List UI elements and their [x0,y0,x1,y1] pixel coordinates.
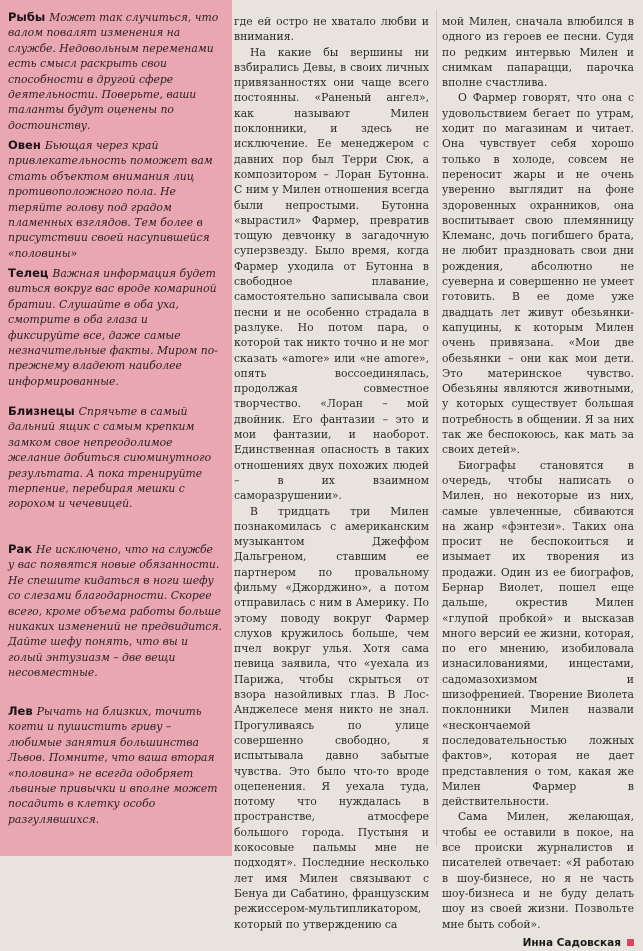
paragraph: В тридцать три Милен познакомилась с американским музыкантом Джеффом Дальгреном, ставшим ее партнером по провальному фильму «Джорджино», а потом отправилась с ним в Америку. По этому поводу вокруг Фармер слухов кружилось больше, чем пчел вокруг улья. Хотя сама певица заявила, что «уехала из Парижа, чтобы скрыться от взора назойливых глаз. В Лос-Анджелесе меня никто не знал. Прогуливаясь по улице совершенно свободно, я испытывала давно забытые чувства. Это было что-то вроде оцепенения. Я уехала туда, потому что нуждалась в пространстве, атмосфере большого города. Пустыня и кокосовые пальмы мне не подходят». Последние несколько лет имя Милен связывают с Бенуа ди Сабатино, французским режиссером-мультипликатором, который по утверждению са [234,504,429,931]
paragraph: мой Милен, сначала влюбился в одного из героев ее песни. Судя по редким интервью Милен и снимкам папарацци, парочка вполне счастлива. [442,15,634,90]
horoscope-gemini [8,404,222,512]
article-column-right [442,14,634,951]
horoscope-text: Рычать на близких, точить когти и пушистить гриву – любимые занятия большинства Львов. Помните, что ваша вторая «половина» не всегда одобряет львиные привычки и вполне может посадить в клетку особо разгулявшихся. [8,705,218,826]
horoscope-pisces [8,10,222,133]
horoscope-text: Может так случиться, что валом повалят изменения на службе. Недовольным переменами есть смысл раскрыть свои способности в другой сфере деятельности. Поверьте, ваши таланты будут оценены по достоинству. [8,11,219,132]
horoscope-taurus [8,266,222,389]
horoscope-text: Важная информация будет виться вокруг вас вроде комариной братии. Слушайте в оба уха, смотрите в оба глаза и фиксируйте все, даже самые незначительные факты. Миром по-прежнему владеют наиболее информированные. [8,267,218,388]
sign-name: Лев [8,704,33,718]
horoscope-aries [8,138,222,261]
author-name: Инна Садовская [522,936,621,949]
sign-name: Овен [8,138,41,152]
horoscope-leo [8,704,222,827]
paragraph: Сама Милен, желающая, чтобы ее оставили в покое, на все происки журналистов и писателей отвечает: «Я работаю в шоу-бизнесе, но я не часть шоу-бизнеса и не буду делать шоу из своей жизни. Позвольте мне быть собой». [442,810,634,931]
horoscope-text: Не исключено, что на службе у вас появятся новые обязанности. Не спешите кидаться в ноги шефу со слезами благодарности. Скорее всего, кроме объема работы больше никаких изменений не предвидится. Дайте шефу понять, что вы и голый энтузиазм – две вещи несовместные. [8,543,222,680]
horoscope-sidebar [0,0,232,856]
article-column-middle [234,14,429,932]
paragraph: где ей остро не хватало любви и внимания. [234,15,429,44]
paragraph: Биографы становятся в очередь, чтобы написать о Милен, но некоторые из них, самые увлеченные, сбиваются на жанр «фэнтези». Таких она просит не беспокоиться и изымает их творения из продажи. Один из ее биографов, Бернар Виолет, пошел еще дальше, окрестив Милен «глупой пробкой» и высказав много версий ее жизни, которая, по его мнению, изобиловала изнасилованиями, инцестами, садомазохизмом и шизофренией. Творение Виолета поклонники Милен назвали «нескончаемой последовательностью ложных фактов», которая не дает представления о том, какая же Милен Фармер в действительности. [442,458,634,809]
end-mark-icon [627,939,634,946]
paragraph: О Фармер говорят, что она с удовольствием бегает по утрам, ходит по магазинам и читает. Она чувствует себя хорошо только в холоде, совсем не переносит жары и не очень уверенно выглядит на фоне здоровенных охранников, она воспитывает свою племянницу Клеманс, дочь погибшего брата, не любит праздновать свои дни рождения, абсолютно не суеверна и совершенно не умеет готовить. В ее доме уже двадцать лет живут обезьянки-капуцины, к которым Милен очень привязана. «Мои две обезьянки – они как мои дети. Это материнское чувство. Обезьяны являются животными, у которых существует большая потребность в общении. Я за них так же беспокоюсь, как мать за своих детей». [442,91,634,457]
sign-name: Рак [8,542,32,556]
sign-name: Близнецы [8,404,75,418]
horoscope-cancer [8,542,222,681]
horoscope-text: Спрячьте в самый дальний ящик с самым крепким замком свое непреодолимое желание добиться сиюминутного результата. А пока тренируйте терпение, перебирая мешки с горохом и чечевицей. [8,405,212,511]
author-signature [442,936,634,951]
sign-name: Рыбы [8,10,46,24]
column-divider [436,10,437,846]
paragraph: На какие бы вершины ни взбирались Девы, в своих личных привязанностях они чаще всего постоянны. «Раненый ангел», как называют Милен поклонники, и здесь не исключение. Ее менеджером с давних пор был Терри Сюк, а композитором – Лоран Бутонна. С ним у Милен отношения всегда были непростыми. Бутонна «вырастил» Фармер, превратив тощую девчонку в загадочную суперзвезду. Было время, когда Фармер уходила от Бутонна в свободное плавание, самостоятельно записывала свои песни и не особенно страдала в разлуке. Но потом пара, о которой так никто точно и не мог сказать «amore» или «не amore», опять воссоединялась, продолжая совместное творчество. «Лоран – мой двойник. Его фантазии – это и мои фантазии, и наоборот. Единственная опасность в таких отношениях двух похожих людей – в их взаимном саморазрушении». [234,45,429,503]
sign-name: Телец [8,266,49,280]
horoscope-text: Бьющая через край привлекательность поможет вам стать объектом внимания лиц противоположного пола. Не теряйте голову под градом пламенных взглядов. Тем более в присутствии своей насупившейся «половины» [8,139,213,260]
